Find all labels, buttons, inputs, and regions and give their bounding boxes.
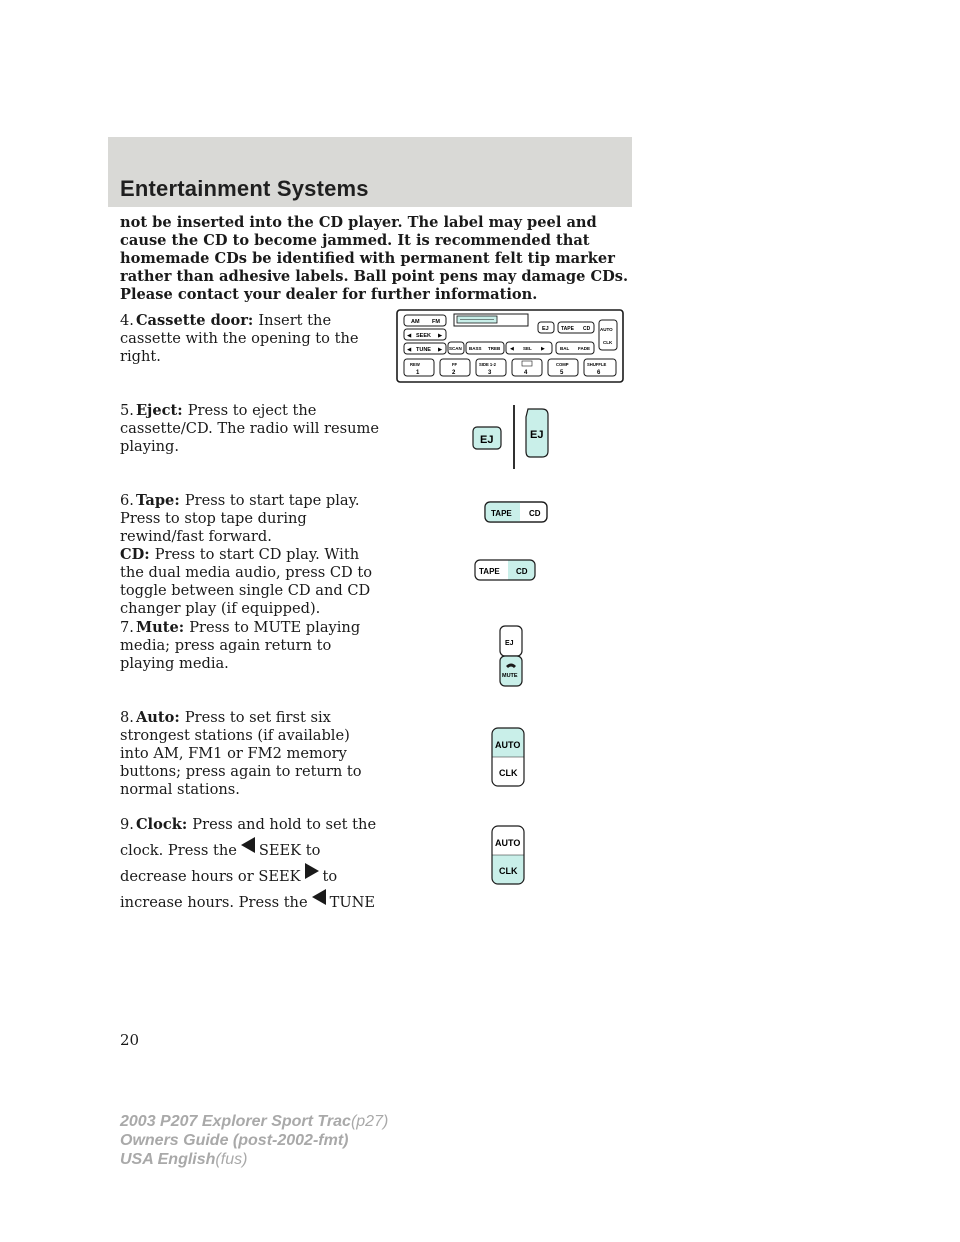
item-number: 8.: [120, 709, 134, 726]
ej-button-label: EJ: [480, 434, 494, 446]
clk-highlight-label: CLK: [499, 866, 518, 876]
radio-faceplate-illustration: [396, 309, 624, 383]
item-text: SEEK to decrease hours or SEEK: [120, 842, 321, 885]
item-term: Cassette door:: [135, 312, 259, 329]
item-clock: [120, 813, 382, 915]
fade-label: FADE: [578, 346, 591, 351]
preset-2-top: FF: [452, 362, 458, 367]
seek-left-icon: [241, 837, 255, 853]
preset-3-num: 3: [488, 370, 492, 376]
svg-text:◀: ◀: [407, 347, 412, 353]
bal-label: BAL: [560, 346, 570, 351]
item-number: 6.: [120, 492, 134, 509]
seek-right-icon: [305, 863, 319, 879]
mute-label: MUTE: [502, 673, 518, 679]
mute-button-illustration: [498, 624, 524, 690]
preset-1-num: 1: [416, 370, 420, 376]
item-mute: [120, 619, 382, 673]
am-label: AM: [411, 319, 420, 325]
ej-label: EJ: [505, 640, 514, 647]
tape-label: TAPE: [479, 567, 500, 576]
footer: [120, 1112, 388, 1169]
cd-highlight-label: CD: [516, 567, 528, 576]
svg-text:◀: ◀: [407, 333, 412, 339]
footer-line2: Owners Guide (post-2002-fmt): [120, 1132, 349, 1149]
item-number: 5.: [120, 402, 134, 419]
item-text: Insert the cassette with the opening to the right.: [120, 312, 359, 365]
auto-label: AUTO: [495, 838, 521, 848]
ej-label: EJ: [542, 326, 549, 332]
item-cd: [120, 546, 382, 618]
clk-label: CLK: [603, 340, 613, 345]
auto-button-illustration: [490, 726, 526, 788]
clk-label: CLK: [499, 768, 518, 778]
item-number: 7.: [120, 619, 134, 636]
preset-4-num: 4: [524, 370, 528, 376]
eject-button-illustration: [470, 405, 560, 471]
item-term: Eject:: [135, 402, 188, 419]
preset-2-num: 2: [452, 370, 456, 376]
item-text: Press to eject the cassette/CD. The radio will resume playing.: [120, 402, 380, 455]
treb-label: TREB: [488, 346, 501, 351]
preset-3-top: SIDE 1-2: [479, 362, 496, 367]
item-text: TUNE: [329, 894, 376, 911]
preset-6-num: 6: [597, 370, 601, 376]
clock-button-illustration: [490, 824, 526, 886]
preset-6-top: SHUFFLE: [587, 362, 607, 367]
item-text: Press to start tape play. Press to stop tape during rewind/fast forward.: [120, 492, 360, 545]
ej-button-label-vertical: EJ: [530, 429, 544, 441]
item-text: Press to start CD play. With the dual media audio, press CD to toggle between single CD and CD changer play (if equipped).: [120, 546, 373, 617]
item-term: Auto:: [135, 709, 185, 726]
svg-text:◀: ◀: [510, 346, 514, 352]
footer-line1: 2003 P207 Explorer Sport Trac: [120, 1113, 351, 1130]
item-text: to increase hours. Press the: [120, 868, 338, 911]
bass-label: BASS: [469, 346, 482, 351]
item-term: CD:: [120, 546, 155, 563]
tape-highlight-label: TAPE: [491, 509, 512, 518]
scan-label: SCAN: [449, 346, 462, 351]
preset-5-top: COMP: [556, 362, 569, 367]
item-text: Press to MUTE playing media; press again return to playing media.: [120, 619, 361, 672]
item-text: Press to set first six strongest stations (if available) into AM, FM1 or FM2 memory buttons; press again to return to normal stations.: [120, 709, 362, 798]
svg-text:▶: ▶: [438, 333, 443, 339]
auto-highlight-label: AUTO: [495, 740, 521, 750]
tape-button-illustration: [484, 501, 548, 523]
item-text: Press and hold to set the clock. Press the: [120, 816, 377, 859]
item-cassette-door: [120, 312, 382, 366]
tape-label: TAPE: [561, 326, 574, 332]
intro-paragraph: not be inserted into the CD player. The label may peel and cause the CD to become jammed. It is recommended that homemade CDs be identified with permanent felt tip marker rather than adhesive labels. Ball point pens may damage CDs. Please contact your dealer for further information.: [120, 214, 629, 303]
seek-label: SEEK: [416, 333, 431, 339]
footer-line3: USA English: [120, 1151, 216, 1168]
item-term: Tape:: [135, 492, 185, 509]
svg-text:▶: ▶: [541, 346, 545, 352]
item-auto: [120, 709, 382, 799]
item-number: 4.: [120, 312, 134, 329]
sel-label: SEL: [523, 346, 532, 351]
item-term: Mute:: [135, 619, 190, 636]
item-number: 9.: [120, 816, 134, 833]
tune-left-icon: [312, 889, 326, 905]
preset-1-top: REW: [410, 362, 420, 367]
page-number: 20: [120, 1031, 140, 1049]
page-title: Entertainment Systems: [120, 176, 369, 201]
cd-label: CD: [529, 509, 541, 518]
footer-line3-code: (fus): [215, 1151, 248, 1168]
cd-button-illustration: [474, 559, 536, 581]
preset-5-num: 5: [560, 370, 564, 376]
cd-label: CD: [583, 326, 591, 332]
item-term: Clock:: [135, 816, 193, 833]
svg-text:▶: ▶: [438, 347, 443, 353]
item-eject: [120, 402, 382, 456]
tune-label: TUNE: [416, 347, 431, 353]
fm-label: FM: [432, 319, 440, 325]
auto-label: AUTO: [600, 327, 613, 332]
item-tape: [120, 492, 382, 546]
footer-line1-code: (p27): [350, 1113, 389, 1130]
